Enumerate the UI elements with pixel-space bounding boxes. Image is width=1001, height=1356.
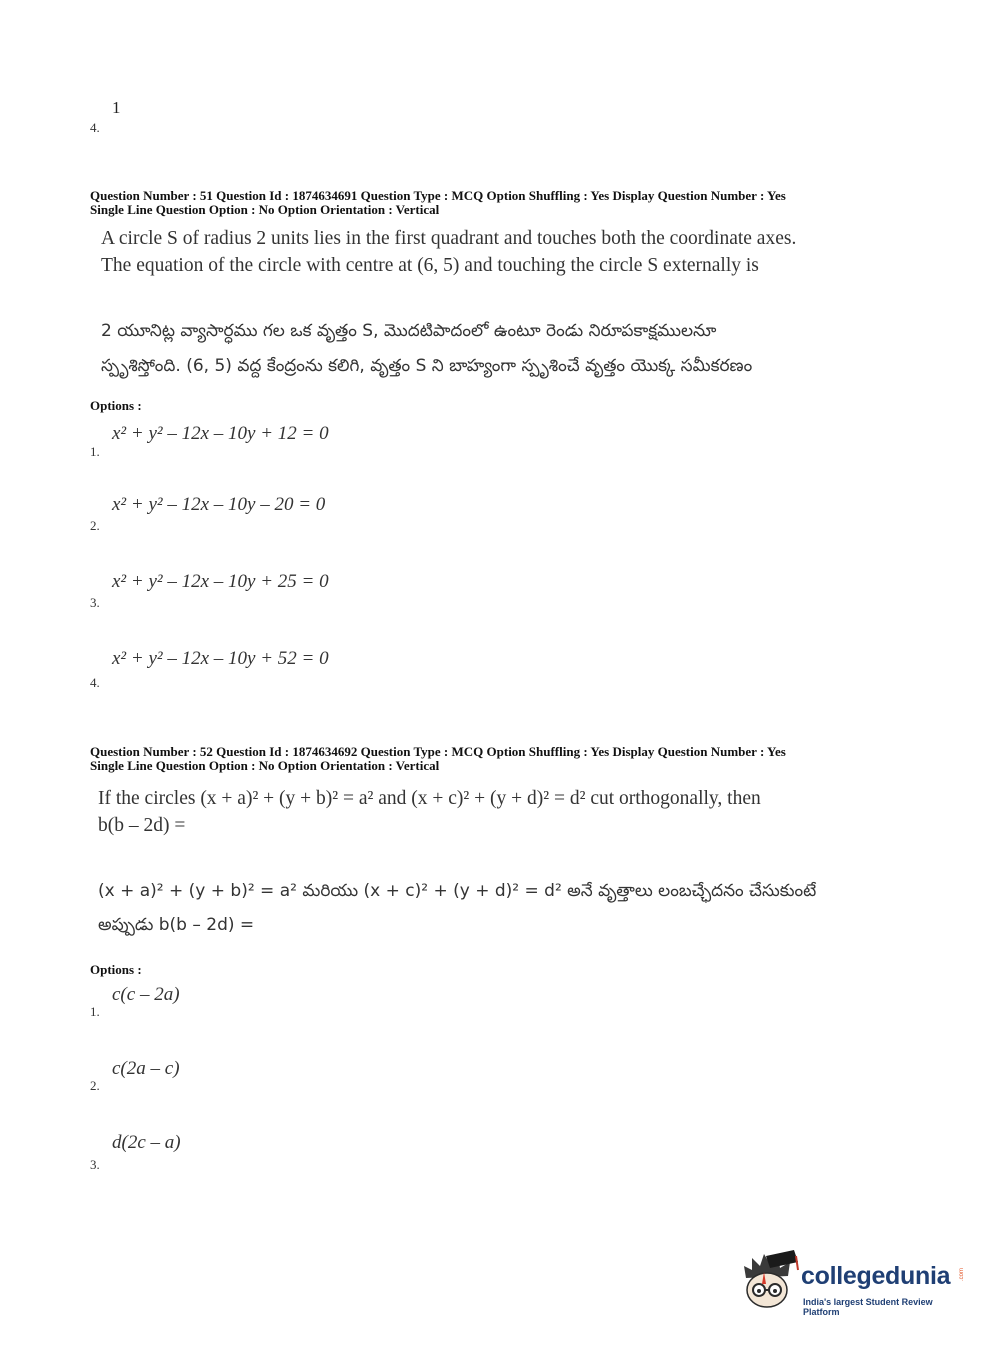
options-label: Options : [90,962,142,977]
question-meta-line1: Question Number : 52 Question Id : 1874634692 Question Type : MCQ Option Shuffling : Yes Display Question Number : Yes [90,744,786,759]
collegedunia-logo[interactable] [740,1248,970,1318]
question-english-line2: The equation of the circle with centre at (6, 5) and touching the circle S externally is [101,255,759,276]
option-number: 1. [90,444,100,459]
question-telugu-line2: అప్పుడు b(b – 2d) = [98,915,255,935]
option-text: c(2a – c) [112,1058,180,1079]
option-text: d(2c – a) [112,1132,181,1153]
question-meta-line2: Single Line Question Option : No Option Orientation : Vertical [90,758,440,773]
option-number: 4. [90,675,100,690]
option-number: 2. [90,1078,100,1093]
question-english-line1: A circle S of radius 2 units lies in the first quadrant and touches both the coordinate axes. [101,228,797,249]
question-telugu-line2: స్పృశిస్తోంది. (6, 5) వద్ద కేంద్రంను కలిగి, వృత్తం S ని బాహ్యంగా స్పృశించే వృత్తం యొక్క సమీకరణం [101,356,753,376]
option-text: x² + y² – 12x – 10y – 20 = 0 [112,494,326,515]
option-number: 2. [90,518,100,533]
question-english-line2: b(b – 2d) = [98,815,186,836]
brand-name: collegedunia [801,1262,951,1290]
options-label: Options : [90,398,142,413]
option-text: x² + y² – 12x – 10y + 52 = 0 [112,648,329,669]
option-number: 1. [90,1004,100,1019]
prev-option-number: 4. [90,120,100,135]
question-telugu-line1: (x + a)² + (y + b)² = a² మరియు (x + c)² + (y + d)² = d² అనే వృత్తాలు లంబచ్ఛేదనం చేసుకుంటే [98,881,817,901]
option-text: x² + y² – 12x – 10y + 12 = 0 [112,423,329,444]
mascot-icon [740,1248,800,1310]
question-telugu-line1: 2 యూనిట్ల వ్యాసార్ధము గల ఒక వృత్తం S, మొదటిపాదంలో ఉంటూ రెండు నిరూపకాక్షములనూ [101,321,717,341]
brand-suffix: .com [959,1268,965,1282]
question-meta-line2: Single Line Question Option : No Option Orientation : Vertical [90,202,440,217]
option-number: 3. [90,595,100,610]
question-english-line1: If the circles (x + a)² + (y + b)² = a² and (x + c)² + (y + d)² = d² cut orthogonally, then [98,788,761,809]
prev-option-fraction: 1 [112,98,121,117]
question-meta-line1: Question Number : 51 Question Id : 1874634691 Question Type : MCQ Option Shuffling : Yes Display Question Number : Yes [90,188,786,203]
option-text: c(c – 2a) [112,984,180,1005]
option-text: x² + y² – 12x – 10y + 25 = 0 [112,571,329,592]
brand-tagline: India's largest Student Review Platform [803,1297,933,1317]
option-number: 3. [90,1157,100,1172]
